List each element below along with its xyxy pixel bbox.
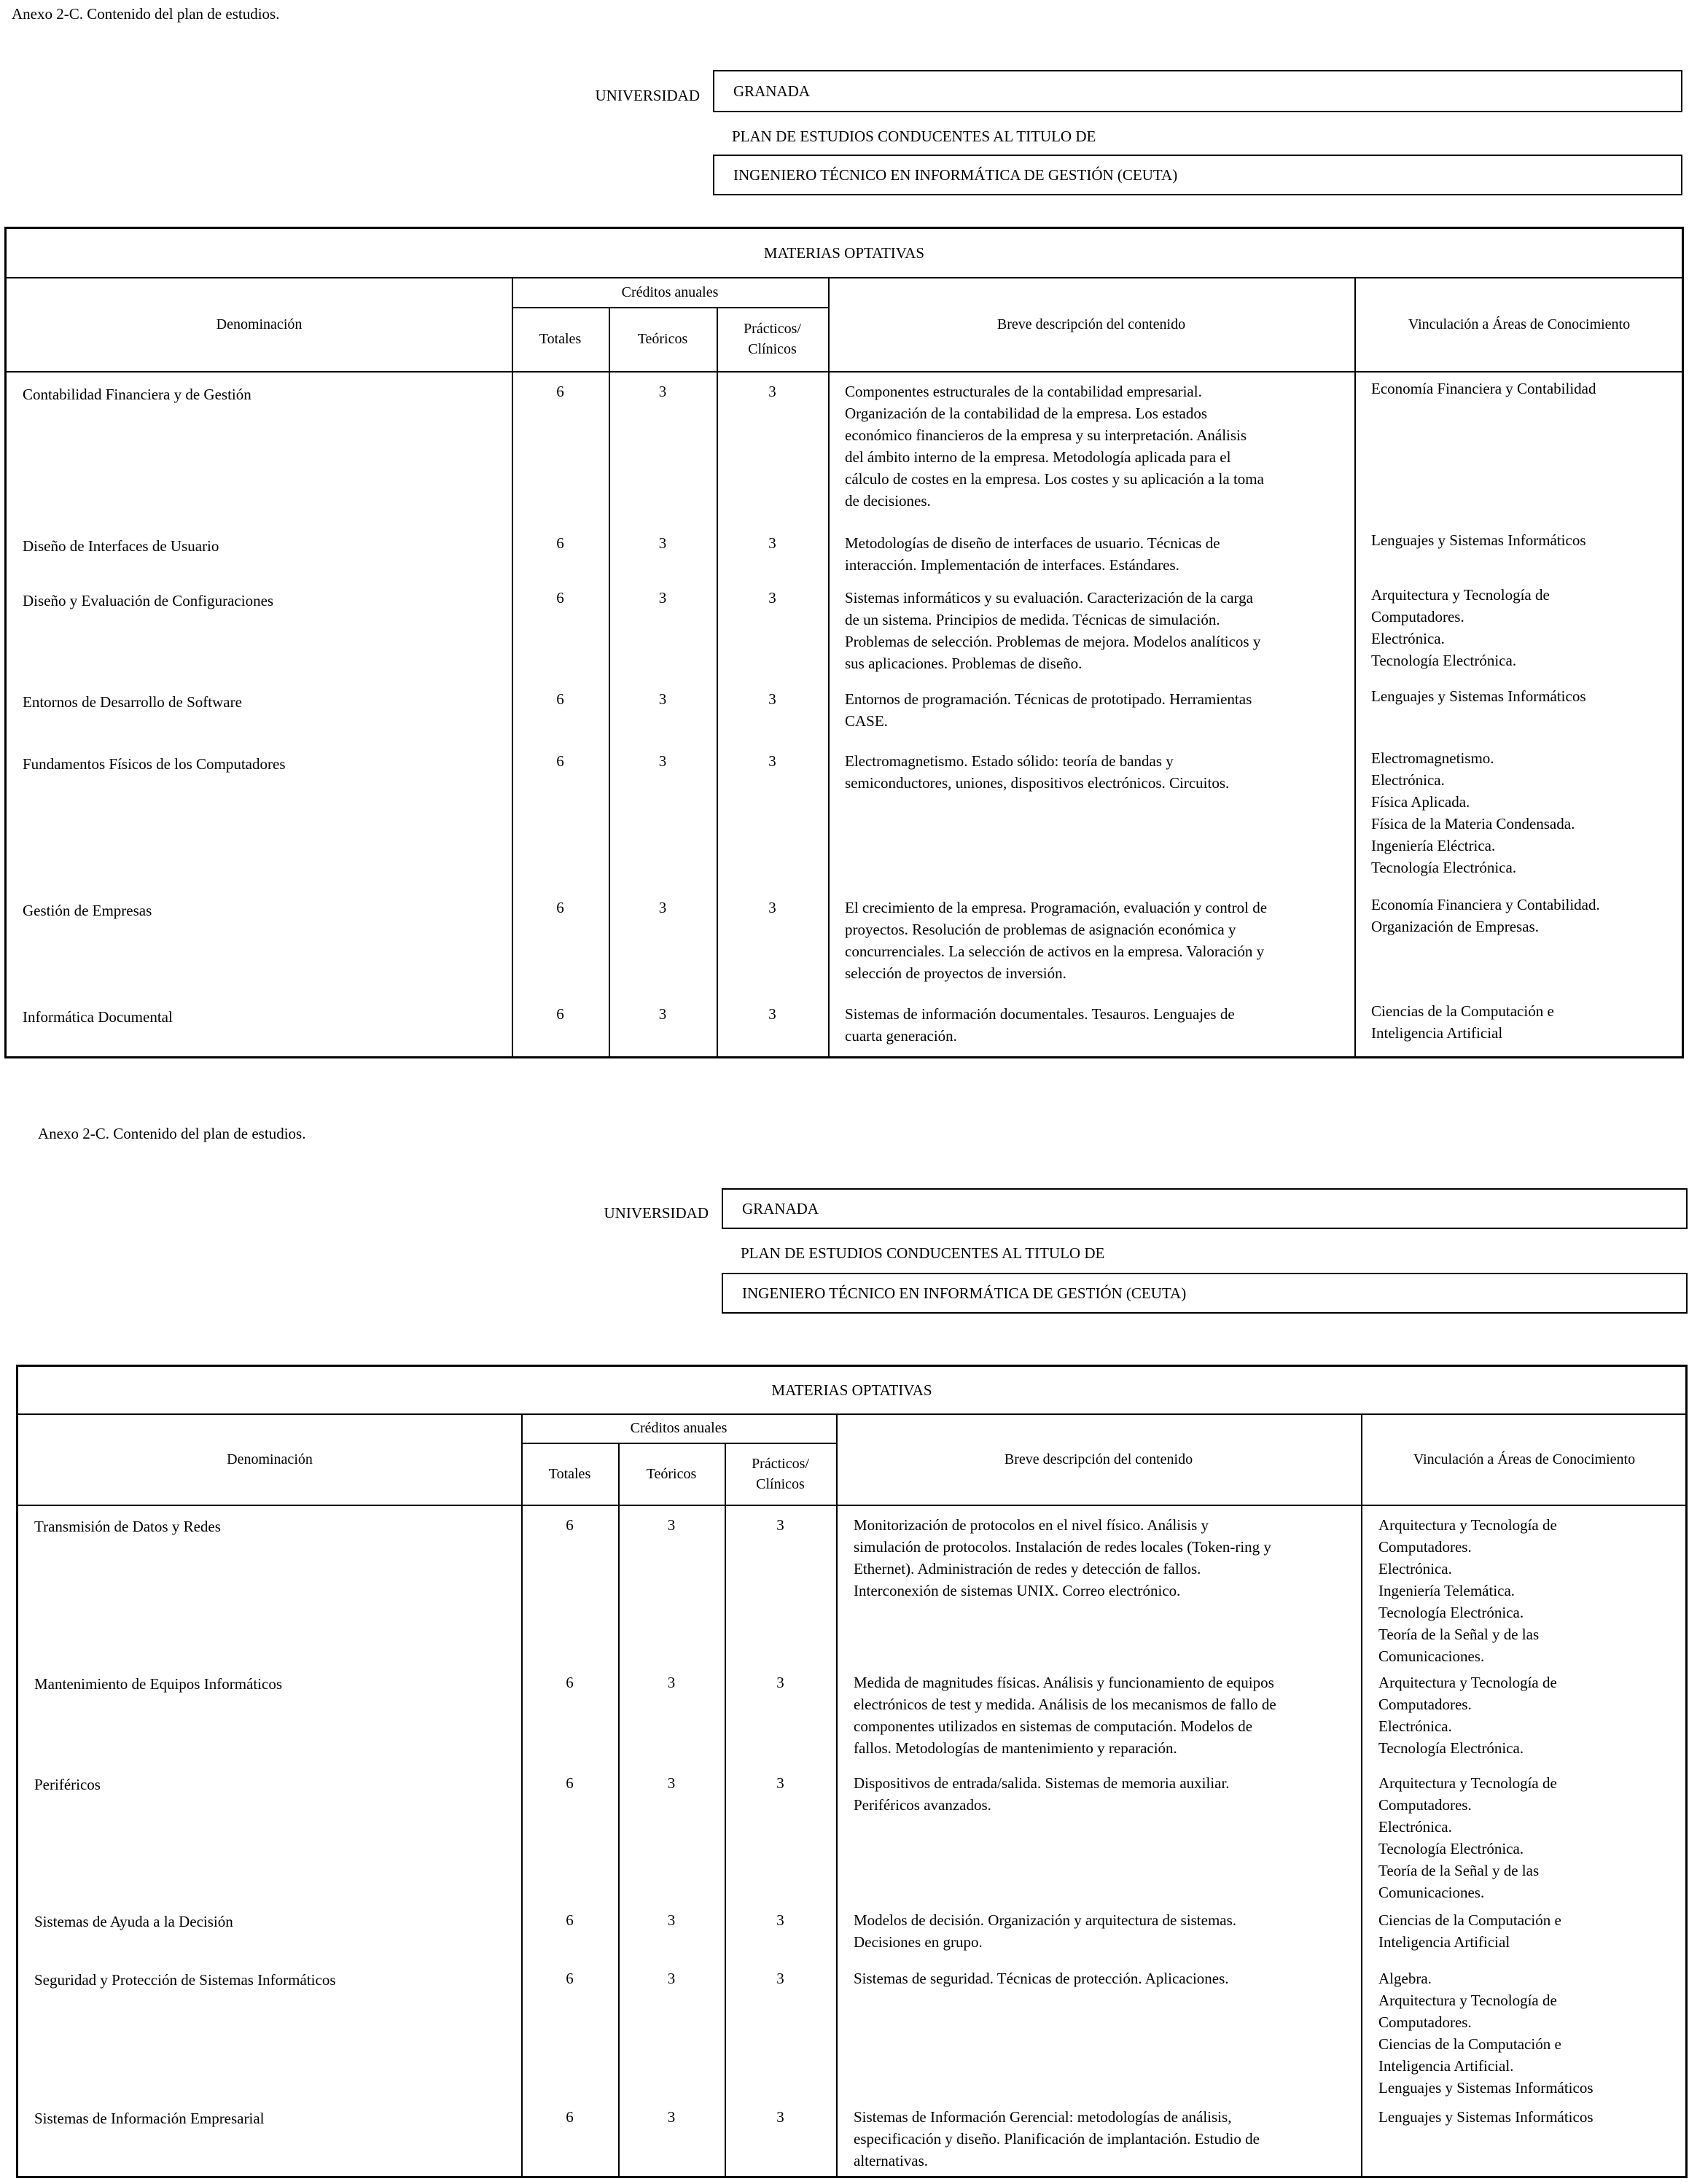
row-areas: Economía Financiera y Contabilidad xyxy=(1371,380,1596,397)
universidad-value: GRANADA xyxy=(742,1200,819,1217)
row-teoricos: 3 xyxy=(658,1005,667,1023)
header-denominacion: Denominación xyxy=(227,1451,313,1467)
row-totales: 6 xyxy=(556,690,564,708)
header-descripcion: Breve descripción del contenido xyxy=(996,316,1186,332)
row-teoricos: 3 xyxy=(658,899,667,916)
header-descripcion: Breve descripción del contenido xyxy=(1004,1451,1193,1467)
row-totales: 6 xyxy=(566,1674,574,1691)
row-description: Sistemas informáticos y su evaluación. Caracterización de la carga de un sistema. Principios de medida. Técnicas de simulación. Problemas de selección. Problemas de mejora. Modelos analíticos y sus aplicaciones. Problemas de diseño. xyxy=(845,589,1261,672)
row-areas: Arquitectura y Tecnología de Computadores. Electrónica. Tecnología Electrónica. xyxy=(1371,586,1550,669)
row-teoricos: 3 xyxy=(667,1674,676,1691)
annex-title: Anexo 2-C. Contenido del plan de estudios. xyxy=(38,1125,306,1142)
row-practicos: 3 xyxy=(776,1516,784,1534)
row-description: Electromagnetismo. Estado sólido: teoría de bandas y semiconductores, uniones, dispositivos electrónicos. Circuitos. xyxy=(845,752,1230,792)
row-teoricos: 3 xyxy=(658,383,667,400)
row-name: Contabilidad Financiera y de Gestión xyxy=(23,386,251,403)
row-practicos: 3 xyxy=(768,1005,776,1023)
titulo-value: INGENIERO TÉCNICO EN INFORMÁTICA DE GESTIÓN (CEUTA) xyxy=(742,1284,1187,1302)
row-description: Sistemas de Información Gerencial: metodologías de análisis, especificación y diseño. Planificación de implantación. Estudio de alternativas. xyxy=(854,2108,1260,2169)
header-practicos: Prácticos/ Clínicos xyxy=(752,1455,809,1492)
row-totales: 6 xyxy=(566,1911,574,1929)
row-name: Periféricos xyxy=(34,1776,101,1793)
row-name: Transmisión de Datos y Redes xyxy=(34,1518,221,1535)
universidad-box xyxy=(722,1188,1688,1229)
plan-label: PLAN DE ESTUDIOS CONDUCENTES AL TITULO DE xyxy=(741,1244,1105,1262)
row-areas: Lenguajes y Sistemas Informáticos xyxy=(1371,687,1586,705)
row-name: Diseño de Interfaces de Usuario xyxy=(23,537,219,555)
row-description: Dispositivos de entrada/salida. Sistemas de memoria auxiliar. Periféricos avanzados. xyxy=(854,1774,1230,1814)
plan-label: PLAN DE ESTUDIOS CONDUCENTES AL TITULO DE xyxy=(732,128,1096,145)
row-areas: Lenguajes y Sistemas Informáticos xyxy=(1378,2108,1594,2126)
row-name: Diseño y Evaluación de Configuraciones xyxy=(23,592,274,609)
row-practicos: 3 xyxy=(776,1970,784,1987)
row-description: Metodologías de diseño de interfaces de usuario. Técnicas de interacción. Implementación de interfaces. Estándares. xyxy=(845,534,1220,574)
header-vinculacion: Vinculación a Áreas de Conocimiento xyxy=(1413,1451,1636,1467)
header-teoricos: Teóricos xyxy=(637,331,688,347)
row-totales: 6 xyxy=(556,1005,564,1023)
row-name: Entornos de Desarrollo de Software xyxy=(23,693,242,711)
row-name: Mantenimiento de Equipos Informáticos xyxy=(34,1675,283,1693)
row-description: Medida de magnitudes físicas. Análisis y funcionamiento de equipos electrónicos de test y medida. Análisis de los mecanismos de fallo de componentes utilizados en sistemas de computación. Modelos de fallos. Metodologías de mantenimiento y reparación. xyxy=(854,1674,1276,1757)
row-areas: Arquitectura y Tecnología de Computadores. Electrónica. Tecnología Electrónica. xyxy=(1378,1674,1557,1757)
header-totales: Totales xyxy=(539,331,582,347)
row-teoricos: 3 xyxy=(667,2108,676,2126)
row-teoricos: 3 xyxy=(667,1774,676,1792)
row-practicos: 3 xyxy=(768,383,776,400)
row-practicos: 3 xyxy=(768,690,776,708)
row-name: Sistemas de Ayuda a la Decisión xyxy=(34,1913,233,1930)
row-areas: Arquitectura y Tecnología de Computadores. Electrónica. Tecnología Electrónica. Teoría de la Señal y de las Comunicaciones. xyxy=(1378,1774,1557,1901)
table-title: MATERIAS OPTATIVAS xyxy=(7,229,1682,278)
row-practicos: 3 xyxy=(776,1911,784,1929)
titulo-box xyxy=(722,1273,1688,1314)
row-totales: 6 xyxy=(566,1774,574,1792)
row-name: Sistemas de Información Empresarial xyxy=(34,2110,265,2127)
row-areas: Ciencias de la Computación e Inteligencia Artificial xyxy=(1371,1002,1554,1042)
row-description: El crecimiento de la empresa. Programación, evaluación y control de proyectos. Resolución de problemas de asignación económica y concurrenciales. La selección de activos en la empresa. Valoración y selección de proyectos de inversión. xyxy=(845,899,1268,982)
row-teoricos: 3 xyxy=(667,1516,676,1534)
row-teoricos: 3 xyxy=(658,589,667,607)
row-teoricos: 3 xyxy=(667,1970,676,1987)
row-teoricos: 3 xyxy=(667,1911,676,1929)
row-practicos: 3 xyxy=(768,899,776,916)
header-denominacion: Denominación xyxy=(216,316,303,332)
header-creditos: Créditos anuales xyxy=(630,1420,728,1436)
row-areas: Algebra. Arquitectura y Tecnología de Computadores. Ciencias de la Computación e Inteligencia Artificial. Lenguajes y Sistemas Informáticos xyxy=(1378,1970,1594,2097)
row-areas: Lenguajes y Sistemas Informáticos xyxy=(1371,531,1586,549)
row-description: Componentes estructurales de la contabilidad empresarial. Organización de la contabilidad de la empresa. Los estados económico financieros de la empresa y su interpretación. Análisis del ámbito interno de la empresa. Metodología aplicada para el cálculo de costes en la empresa. Los costes y su aplicación a la toma de decisiones. xyxy=(845,383,1264,510)
row-totales: 6 xyxy=(556,899,564,916)
row-practicos: 3 xyxy=(768,589,776,607)
row-totales: 6 xyxy=(556,534,564,552)
annex-title: Anexo 2-C. Contenido del plan de estudios. xyxy=(12,5,280,23)
row-areas: Electromagnetismo. Electrónica. Física Aplicada. Física de la Materia Condensada. Ingeniería Eléctrica. Tecnología Electrónica. xyxy=(1371,749,1575,876)
materias-table xyxy=(16,1365,1688,2178)
row-description: Sistemas de información documentales. Tesauros. Lenguajes de cuarta generación. xyxy=(845,1005,1235,1045)
row-teoricos: 3 xyxy=(658,534,667,552)
header-totales: Totales xyxy=(548,1465,591,1482)
row-description: Modelos de decisión. Organización y arquitectura de sistemas. Decisiones en grupo. xyxy=(854,1911,1237,1951)
header-teoricos: Teóricos xyxy=(646,1465,697,1482)
row-totales: 6 xyxy=(566,1516,574,1534)
row-name: Gestión de Empresas xyxy=(23,902,152,919)
universidad-label: UNIVERSIDAD xyxy=(595,87,700,104)
row-totales: 6 xyxy=(556,383,564,400)
row-areas: Arquitectura y Tecnología de Computadores. Electrónica. Ingeniería Telemática. Tecnología Electrónica. Teoría de la Señal y de las Comunicaciones. xyxy=(1378,1516,1557,1665)
row-teoricos: 3 xyxy=(658,752,667,770)
row-practicos: 3 xyxy=(768,752,776,770)
header-vinculacion: Vinculación a Áreas de Conocimiento xyxy=(1408,316,1631,332)
universidad-label: UNIVERSIDAD xyxy=(604,1204,709,1222)
row-name: Fundamentos Físicos de los Computadores xyxy=(23,755,286,773)
table-title: MATERIAS OPTATIVAS xyxy=(18,1367,1685,1415)
row-description: Monitorización de protocolos en el nivel físico. Análisis y simulación de protocolos. Instalación de redes locales (Token-ring y Ethernet). Administración de redes y detección de fallos. Interconexión de sistemas UNIX. Correo electrónico. xyxy=(854,1516,1271,1599)
row-practicos: 3 xyxy=(776,1774,784,1792)
row-practicos: 3 xyxy=(768,534,776,552)
materias-table xyxy=(4,227,1684,1058)
row-totales: 6 xyxy=(556,589,564,607)
row-teoricos: 3 xyxy=(658,690,667,708)
row-practicos: 3 xyxy=(776,2108,784,2126)
row-areas: Ciencias de la Computación e Inteligencia Artificial xyxy=(1378,1911,1561,1951)
header-creditos: Créditos anuales xyxy=(621,284,719,300)
row-practicos: 3 xyxy=(776,1674,784,1691)
row-totales: 6 xyxy=(556,752,564,770)
row-totales: 6 xyxy=(566,2108,574,2126)
header-practicos: Prácticos/ Clínicos xyxy=(744,321,801,357)
row-description: Sistemas de seguridad. Técnicas de protección. Aplicaciones. xyxy=(854,1970,1229,1987)
row-areas: Economía Financiera y Contabilidad. Organización de Empresas. xyxy=(1371,896,1600,935)
titulo-value: INGENIERO TÉCNICO EN INFORMÁTICA DE GESTIÓN (CEUTA) xyxy=(733,166,1178,184)
row-name: Seguridad y Protección de Sistemas Informáticos xyxy=(34,1971,336,1989)
row-description: Entornos de programación. Técnicas de prototipado. Herramientas CASE. xyxy=(845,690,1252,730)
row-totales: 6 xyxy=(566,1970,574,1987)
universidad-box xyxy=(713,70,1682,112)
titulo-box xyxy=(713,155,1682,195)
universidad-value: GRANADA xyxy=(733,82,810,100)
row-name: Informática Documental xyxy=(23,1008,173,1026)
